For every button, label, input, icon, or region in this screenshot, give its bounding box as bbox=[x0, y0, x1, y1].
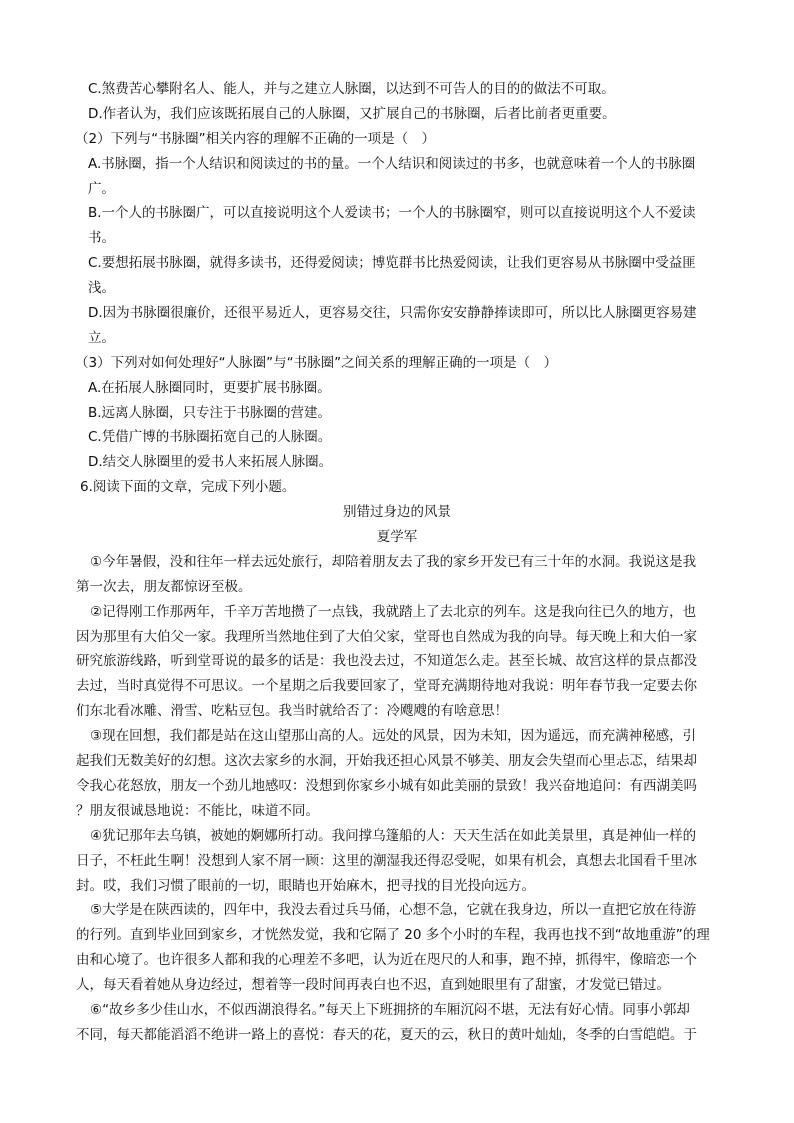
option-b-q3: B.远离人脉圈，只专注于书脉圈的营建。 bbox=[88, 404, 332, 421]
option-d-q2: D.因为书脉圈很廉价，还很平易近人，更容易交往，只需你安安静静捧读即可，所以比人脉圈更容易建 bbox=[88, 305, 697, 322]
option-c-q1: C.煞费苦心攀附名人、能人，并与之建立人脉圈，以达到不可告人的目的的做法不可取。 bbox=[88, 81, 615, 97]
paragraph-1-line-1: ①今年暑假，没和往年一样去远处旅行，却陪着朋友去了我的家乡开发已有三十年的水洞。我说这是我 bbox=[90, 553, 697, 570]
article-title: 别错过身边的风景 bbox=[343, 504, 451, 521]
paragraph-3-line-2: 起我们无数美好的幻想。这次去家乡的水洞，开始我还担心风景不够美、朋友会失望而心里忐忑，结果却 bbox=[76, 753, 697, 770]
paragraph-5-line-2: 的行列。直到毕业回到家乡，才恍然发觉，我和它隔了 20 多个小时的车程，我再也找不到“故地重游”的理 bbox=[76, 927, 710, 944]
question-3: （3）下列对如何处理好“人脉圈”与“书脉圈”之间关系的理解正确的一项是（ ） bbox=[75, 354, 558, 371]
question-6-instruction: 6.阅读下面的文章，完成下列小题。 bbox=[80, 479, 296, 496]
option-d-q1: D.作者认为，我们应该既拓展自己的人脉圈，又扩展自己的书脉圈，后者比前者更重要。 bbox=[88, 105, 616, 122]
paragraph-3-line-4: ？朋友很诚恳地说：不能比，味道不同。 bbox=[76, 802, 319, 819]
option-a-q2-cont: 广。 bbox=[88, 180, 115, 197]
paragraph-2-line-4: 去过，当时真觉得不可思议。一个星期之后我要回家了，堂哥充满期待地对我说：明年春节我一定要去你 bbox=[76, 678, 697, 695]
option-b-q2: B.一个人的书脉圈广，可以直接说明这个人爱读书；一个人的书脉圈窄，则可以直接说明这个人不爱读 bbox=[88, 205, 696, 222]
option-c-q2: C.要想拓展书脉圈，就得多读书，还得爱阅读；博览群书比热爱阅读，让我们更容易从书脉圈中受益匪 bbox=[88, 255, 696, 272]
option-c-q3: C.凭借广博的书脉圈拓宽自己的人脉圈。 bbox=[88, 429, 332, 446]
paragraph-3-line-1: ③现在回想，我们都是站在这山望那山高的人。远处的风景，因为未知，因为遥远，而充满神秘感，引 bbox=[90, 728, 697, 745]
option-b-q2-cont: 书。 bbox=[88, 230, 115, 247]
option-c-q2-cont: 浅。 bbox=[88, 280, 115, 297]
paragraph-2-line-5: 们东北看冰雕、滑雪、吃粘豆包。我当时就给否了：冷飕飕的有啥意思！ bbox=[76, 703, 508, 720]
option-d-q2-cont: 立。 bbox=[88, 329, 115, 346]
paragraph-4-line-2: 日子，不枉此生啊！没想到人家不屑一顾：这里的潮湿我还得忍受呢，如果有机会，真想去北国看千里冰 bbox=[76, 852, 697, 869]
paragraph-5-line-4: 人，每天看着她从身边经过，想着等一段时间再表白也不迟，直到她眼里有了甜蜜，才发觉已错过。 bbox=[76, 977, 670, 994]
paragraph-5-line-1: ⑤大学是在陕西读的，四年中，我没去看过兵马俑，心想不急，它就在我身边，所以一直把它放在待游 bbox=[90, 902, 697, 919]
option-d-q3: D.结交人脉圈里的爱书人来拓展人脉圈。 bbox=[88, 454, 333, 471]
paragraph-2-line-3: 研究旅游线路，听到堂哥说的最多的话是：我也没去过，不知道怎么走。甚至长城、故宫这样的景点都没 bbox=[76, 653, 697, 670]
paragraph-4-line-3: 封。哎，我们习惯了眼前的一切，眼睛也开始麻木，把寻找的目光投向远方。 bbox=[76, 877, 535, 894]
paragraph-2-line-1: ②记得刚工作那两年，千辛万苦地攒了一点钱，我就踏上了去北京的列车。这是我向往已久的地方，也 bbox=[90, 603, 697, 620]
paragraph-6-line-2: 不同，每天都能滔滔不绝讲一路上的喜悦：春天的花，夏天的云，秋日的黄叶灿灿，冬季的白雪皑皑。于 bbox=[76, 1026, 697, 1043]
paragraph-5-line-3: 由和心境了。也许很多人都和我的心理差不多吧，认为近在咫尺的人和事，跑不掉，抓得牢，像暗恋一个 bbox=[76, 952, 697, 969]
paragraph-1-line-2: 第一次去，朋友都惊讶至极。 bbox=[76, 578, 252, 595]
paragraph-3-line-3: 令我心花怒放，朋友一个劲儿地感叹：没想到你家乡小城有如此美丽的景致！我兴奋地追问：有西湖美吗 bbox=[76, 777, 697, 794]
paragraph-4-line-1: ④犹记那年去乌镇，被她的婀娜所打动。我问撑乌篷船的人：天天生活在如此美景里，真是神仙一样的 bbox=[90, 827, 697, 844]
option-a-q3: A.在拓展人脉圈同时，更要扩展书脉圈。 bbox=[88, 379, 331, 396]
question-2: （2）下列与“书脉圈”相关内容的理解不正确的一项是（ ） bbox=[75, 130, 436, 147]
article-author: 夏学军 bbox=[376, 529, 418, 546]
option-a-q2: A.书脉圈，指一个人结识和阅读过的书的量。一个人结识和阅读过的书多，也就意味着一个人的书脉圈 bbox=[88, 155, 696, 172]
paragraph-6-line-1: ⑥“故乡多少佳山水，不似西湖浪得名。”每天上下班拥挤的车厢沉闷不堪，无法有好心情。同事小郭却 bbox=[90, 1001, 690, 1018]
paragraph-2-line-2: 因为那里有大伯父一家。我理所当然地住到了大伯父家，堂哥也自然成为我的向导。每天晚上和大伯一家 bbox=[76, 628, 697, 645]
